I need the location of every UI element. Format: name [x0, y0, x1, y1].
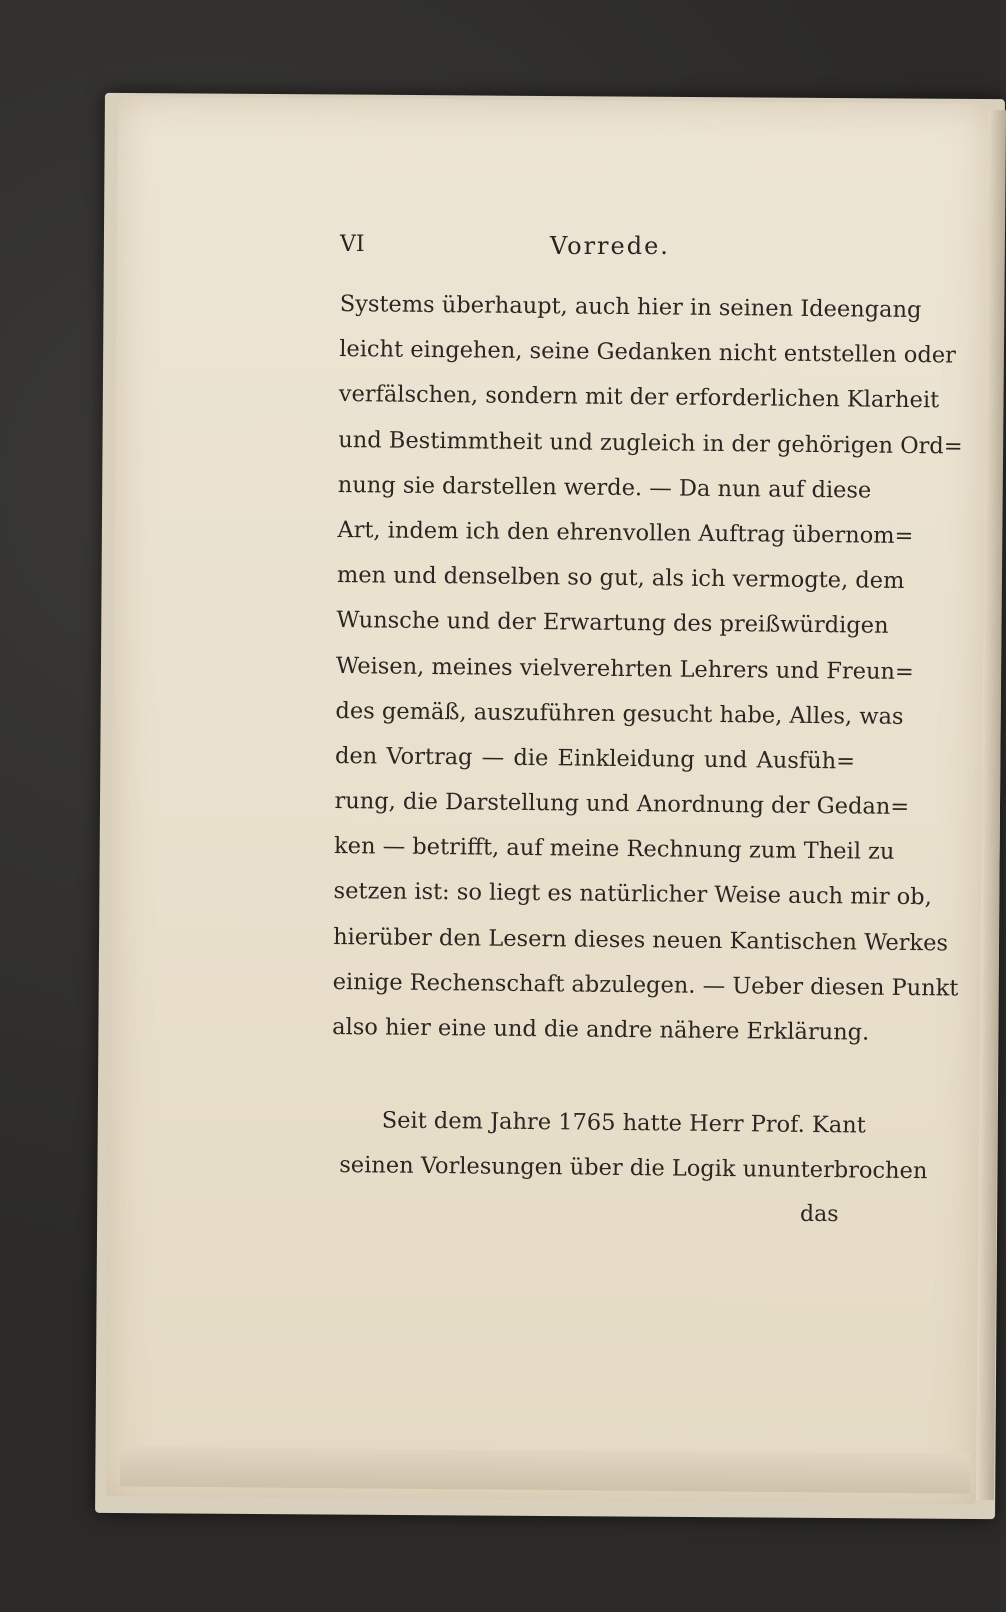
- text-line: rung, die Darstellung und Anordnung der Gedan=: [334, 788, 910, 821]
- text-line: men und denselben so gut, als ich vermogte, dem: [336, 562, 905, 595]
- page-number: VI: [340, 232, 365, 257]
- text-line: also hier eine und die andre nähere Erklärung.: [332, 1013, 870, 1046]
- text-line: Weisen, meines vielverehrten Lehrers und Freun=: [335, 652, 914, 685]
- text-line: Seit dem Jahre 1765 hatte Herr Prof. Kant: [381, 1107, 866, 1139]
- running-head: Vorrede.: [550, 232, 670, 260]
- text-line: den Vortrag — die Einkleidung und Ausfüh=: [334, 742, 856, 775]
- page-header: [340, 232, 860, 272]
- text-line: hierüber den Lesern dieses neuen Kantischen Werkes: [333, 923, 949, 957]
- catchword: das: [800, 1202, 839, 1227]
- text-line: Art, indem ich den ehrenvollen Auftrag übernom=: [337, 516, 914, 549]
- text-line: setzen ist: so liegt es natürlicher Weise auch mir ob,: [333, 878, 932, 911]
- text-line: Wunsche und der Erwartung des preißwürdigen: [336, 607, 889, 640]
- text-line: des gemäß, auszuführen gesucht habe, Alles, was: [335, 697, 904, 730]
- text-line: Systems überhaupt, auch hier in seinen Ideengang: [339, 290, 922, 324]
- page-bottom-fold: [120, 1446, 970, 1493]
- text-line: und Bestimmtheit und zugleich in der gehörigen Ord=: [338, 426, 963, 460]
- text-line: ken — betrifft, auf meine Rechnung zum Theil zu: [333, 833, 895, 866]
- paragraph-1: [332, 282, 963, 1056]
- text-line: nung sie darstellen werde. — Da nun auf diese: [337, 471, 872, 504]
- text-line: leicht eingehen, seine Gedanken nicht entstellen oder: [339, 336, 957, 369]
- text-line: seinen Vorlesungen über die Logik ununterbrochen: [339, 1152, 928, 1185]
- text-line: verfälschen, sondern mit der erforderlichen Klarheit: [338, 381, 940, 414]
- paragraph-2: [339, 1098, 928, 1194]
- text-line: einige Rechenschaft abzulegen. — Ueber diesen Punkt: [332, 968, 959, 1002]
